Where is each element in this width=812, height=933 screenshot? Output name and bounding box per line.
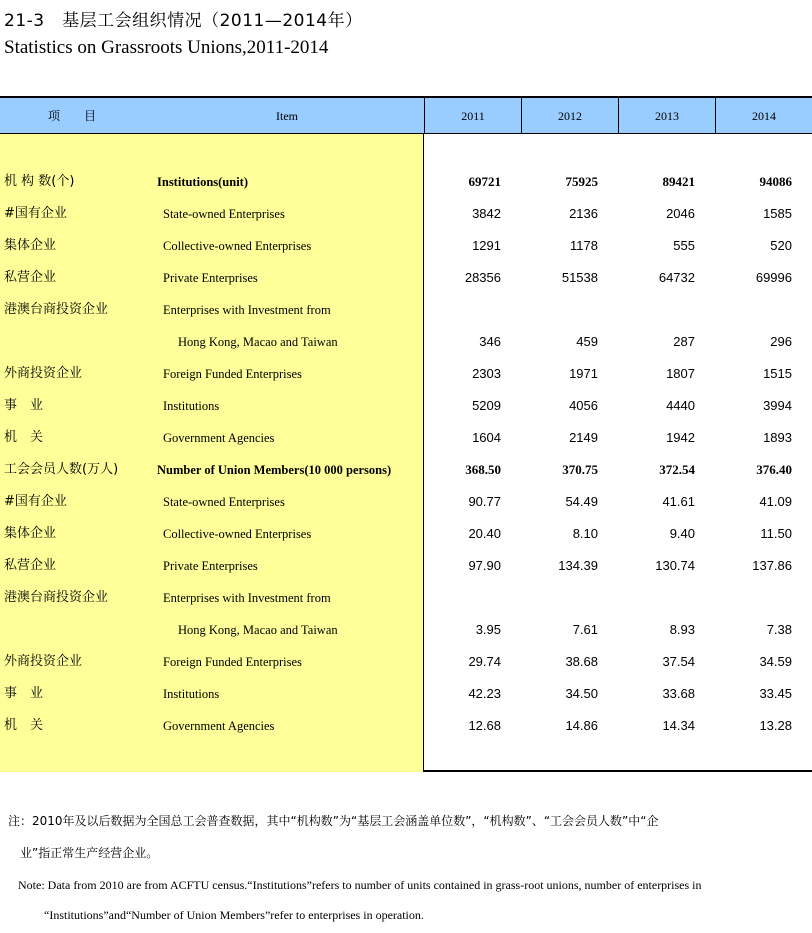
header-year-2012: 2012 (521, 98, 618, 133)
row-value-2011: 20.40 (468, 526, 501, 541)
table-row (0, 262, 812, 294)
page-title-en: Statistics on Grassroots Unions,2011-2014 (4, 37, 329, 58)
row-label-en: Enterprises with Investment from (163, 591, 331, 605)
row-label-en: Enterprises with Investment from (163, 303, 331, 317)
footnote-cn-line-2: 业”指正常生产经营企业。 (20, 846, 159, 860)
row-value-2011: 368.50 (465, 462, 501, 477)
row-value-2014: 296 (770, 334, 792, 349)
row-label-en: Institutions(unit) (157, 175, 248, 189)
row-value-2011 (411, 294, 501, 326)
row-value-2011: 69721 (468, 174, 501, 189)
row-value-2011 (411, 582, 501, 614)
row-value-2013 (605, 582, 695, 614)
table-row (0, 614, 812, 646)
row-value-2013: 372.54 (659, 462, 695, 477)
row-value-2014: 376.40 (756, 462, 792, 477)
row-value-2012 (508, 294, 598, 326)
table-row (0, 582, 812, 614)
header-year-2011: 2011 (424, 98, 521, 133)
row-label-cn: 集体企业 (4, 238, 57, 253)
table-row (0, 326, 812, 358)
row-value-2012: 4056 (569, 398, 598, 413)
table-row (0, 390, 812, 422)
statistics-table (0, 96, 812, 772)
row-value-2014: 1515 (763, 366, 792, 381)
row-label-cn: 私营企业 (4, 270, 57, 285)
table-row (0, 358, 812, 390)
row-label-en: Private Enterprises (163, 559, 258, 573)
row-value-2014: 34.59 (759, 654, 792, 669)
row-label-en: Institutions (163, 687, 220, 701)
row-label-cn: #国有企业 (4, 206, 67, 221)
row-value-2012: 2136 (569, 206, 598, 221)
row-value-2013: 4440 (666, 398, 695, 413)
row-label-en: State-owned Enterprises (163, 207, 285, 221)
footnote-cn-line-1: 注：2010年及以后数据为全国总工会普查数据，其中“机构数”为“基层工会涵盖单位数”，“机构数”、“工会会员人数”中“企 (8, 814, 659, 828)
row-value-2014: 1893 (763, 430, 792, 445)
row-label-en: State-owned Enterprises (163, 495, 285, 509)
row-value-2013: 64732 (658, 270, 695, 285)
row-value-2014: 137.86 (752, 558, 792, 573)
table-row (0, 486, 812, 518)
row-value-2012: 54.49 (565, 494, 598, 509)
row-value-2011: 5209 (472, 398, 501, 413)
row-value-2013: 130.74 (655, 558, 695, 573)
row-value-2013: 37.54 (662, 654, 695, 669)
row-value-2011: 2303 (472, 366, 501, 381)
table-header (0, 98, 812, 134)
row-value-2012: 2149 (569, 430, 598, 445)
row-label-en: Institutions (163, 399, 220, 413)
row-label-cn: 外商投资企业 (4, 654, 83, 669)
row-value-2014: 13.28 (759, 718, 792, 733)
page-title-cn: 21-3 基层工会组织情况（2011—2014年） (4, 11, 363, 31)
row-label-en: Foreign Funded Enterprises (163, 655, 302, 669)
row-value-2014 (702, 294, 792, 326)
row-value-2011: 97.90 (468, 558, 501, 573)
row-label-en: Foreign Funded Enterprises (163, 367, 302, 381)
row-value-2012: 7.61 (572, 622, 598, 637)
row-value-2013: 8.93 (669, 622, 695, 637)
row-value-2011: 90.77 (468, 494, 501, 509)
row-value-2013: 14.34 (662, 718, 695, 733)
row-value-2012: 51538 (561, 270, 598, 285)
row-value-2012: 370.75 (562, 462, 598, 477)
row-value-2013: 9.40 (669, 526, 695, 541)
row-value-2013: 89421 (662, 174, 695, 189)
row-value-2012: 1971 (569, 366, 598, 381)
row-value-2011: 1291 (472, 238, 501, 253)
table-row (0, 198, 812, 230)
footnote-en-line-1: Note: Data from 2010 are from ACFTU census.“Institutions”refers to number of units contained in grass-root unions, number of enterprises in (18, 878, 702, 892)
table-row (0, 518, 812, 550)
row-value-2012 (508, 582, 598, 614)
row-value-2014: 520 (770, 238, 792, 253)
row-value-2012: 8.10 (572, 526, 598, 541)
row-label-en: Government Agencies (163, 719, 275, 733)
table-row (0, 230, 812, 262)
header-year-2014: 2014 (715, 98, 812, 133)
row-label-cn: 事 业 (4, 398, 44, 413)
row-label-cn: 港澳台商投资企业 (4, 302, 109, 317)
row-label-en: Collective-owned Enterprises (163, 239, 312, 253)
header-item-en: Item (276, 109, 298, 123)
footnote-en-line-2: “Institutions”and“Number of Union Members”refer to enterprises in operation. (44, 908, 424, 922)
table-row (0, 678, 812, 710)
row-value-2014 (702, 582, 792, 614)
row-value-2014: 7.38 (766, 622, 792, 637)
row-value-2013: 33.68 (662, 686, 695, 701)
row-value-2012: 459 (576, 334, 598, 349)
row-value-2013: 555 (673, 238, 695, 253)
row-value-2012: 75925 (565, 174, 598, 189)
row-label-en: Hong Kong, Macao and Taiwan (178, 335, 338, 349)
row-value-2011: 42.23 (468, 686, 501, 701)
row-value-2014: 94086 (759, 174, 792, 189)
row-value-2011: 346 (479, 334, 501, 349)
row-label-en: Private Enterprises (163, 271, 258, 285)
row-label-en: Collective-owned Enterprises (163, 527, 312, 541)
table-row (0, 166, 812, 198)
row-value-2013: 1807 (666, 366, 695, 381)
row-label-cn: #国有企业 (4, 494, 67, 509)
row-value-2011: 12.68 (468, 718, 501, 733)
row-value-2014: 41.09 (759, 494, 792, 509)
table-row (0, 550, 812, 582)
table-body (0, 166, 812, 742)
header-item-cn: 项 目 (47, 109, 102, 123)
row-value-2012: 38.68 (565, 654, 598, 669)
row-label-cn: 事 业 (4, 686, 44, 701)
row-value-2013: 2046 (666, 206, 695, 221)
row-value-2012: 14.86 (565, 718, 598, 733)
header-year-2013: 2013 (618, 98, 715, 133)
row-label-en: Hong Kong, Macao and Taiwan (178, 623, 338, 637)
row-label-cn: 机 关 (4, 430, 44, 445)
row-label-cn: 外商投资企业 (4, 366, 83, 381)
row-value-2014: 3994 (763, 398, 792, 413)
row-value-2013: 41.61 (662, 494, 695, 509)
row-label-en: Government Agencies (163, 431, 275, 445)
row-value-2011: 3842 (472, 206, 501, 221)
row-label-cn: 私营企业 (4, 558, 57, 573)
row-value-2012: 134.39 (558, 558, 598, 573)
row-value-2013 (605, 294, 695, 326)
table-row (0, 422, 812, 454)
row-label-cn: 机 关 (4, 718, 44, 733)
row-value-2014: 33.45 (759, 686, 792, 701)
row-label-cn: 集体企业 (4, 526, 57, 541)
row-label-cn: 工会会员人数(万人) (4, 462, 119, 477)
row-value-2014: 1585 (763, 206, 792, 221)
row-value-2013: 1942 (666, 430, 695, 445)
row-value-2012: 34.50 (565, 686, 598, 701)
row-value-2011: 29.74 (468, 654, 501, 669)
row-label-cn: 机 构 数(个) (4, 174, 75, 189)
row-value-2011: 28356 (464, 270, 501, 285)
row-value-2014: 11.50 (760, 526, 792, 541)
table-row (0, 454, 812, 486)
table-row (0, 646, 812, 678)
row-value-2013: 287 (673, 334, 695, 349)
row-value-2011: 3.95 (475, 622, 501, 637)
row-label-cn: 港澳台商投资企业 (4, 590, 109, 605)
row-value-2011: 1604 (472, 430, 501, 445)
row-value-2012: 1178 (570, 238, 598, 253)
row-label-en: Number of Union Members(10 000 persons) (157, 463, 392, 477)
table-row (0, 294, 812, 326)
row-value-2014: 69996 (755, 270, 792, 285)
table-row (0, 710, 812, 742)
